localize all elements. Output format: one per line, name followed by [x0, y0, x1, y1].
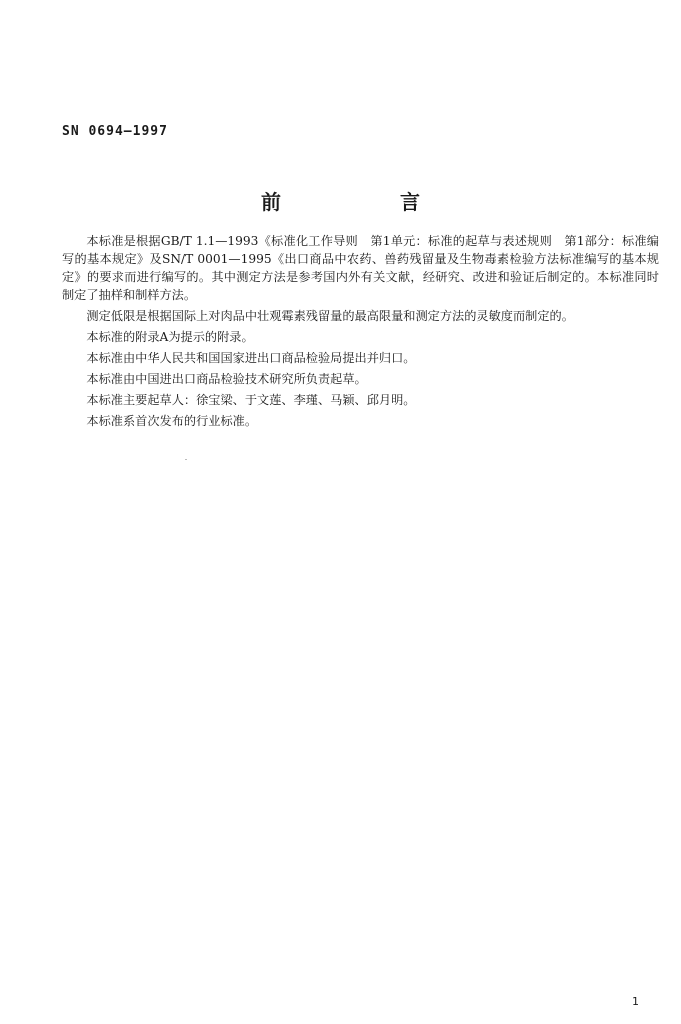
- paragraph: 本标准的附录A为提示的附录。: [86, 330, 254, 344]
- page-title: 前 言: [261, 190, 476, 214]
- standard-code: SN 0694—1997: [62, 124, 168, 139]
- page-number: 1: [632, 995, 639, 1008]
- paragraph: 本标准系首次发布的行业标准。: [86, 414, 258, 428]
- paragraph: 本标准由中华人民共和国国家进出口商品检验局提出并归口。: [86, 351, 416, 365]
- paragraph: 本标准由中国进出口商品检验技术研究所负责起草。: [86, 372, 367, 386]
- paragraph: 本标准主要起草人：徐宝梁、于文莲、李瑾、马颖、邱月明。: [86, 393, 416, 407]
- paragraph: 测定低限是根据国际上对肉品中壮观霉素残留量的最高限量和测定方法的灵敏度而制定的。: [86, 309, 574, 323]
- paragraph: 本标准是根据GB/T 1.1—1993《标准化工作导则 第1单元：标准的起草与表述规则 第1部分：标准编写的基本规定》及SN/T 0001—1995《出口商品中农药、兽药残留量及生物毒素检验方法标准编写的基本规定》的要求而进行编写的。其中测定方法是参考国内外有关文献，经研究、改进和验证后制定的。本标准同时制定了抽样和制样方法。: [62, 234, 659, 302]
- scan-speck: [185, 459, 187, 460]
- document-body: [62, 232, 659, 430]
